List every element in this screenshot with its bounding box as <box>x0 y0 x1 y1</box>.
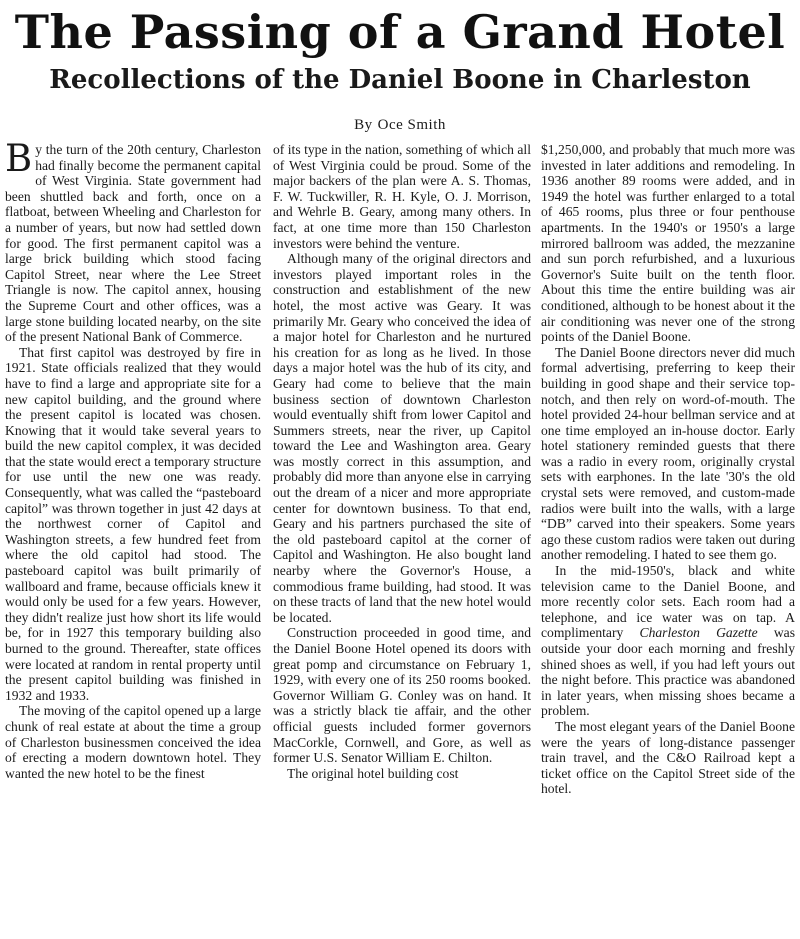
paragraph-9: The most elegant years of the Daniel Boone were the years of long-distance passenger train travel, and the C&O Railroad kept a ticket office on the Capitol Street side of the hotel. <box>541 718 795 797</box>
paragraph-6-continued: $1,250,000, and probably that much more was invested in later additions and remodeling. In 1936 another 89 rooms were added, and in 1949 the hotel was further enlarged to a total of 465 rooms, plus three or four penthouse apartments. In the 1940's or 1950's a large mirrored ballroom was added, the mezzanine and sun porch refurbished, and a luxurious Governor's Suite built on the tenth floor. About this time the entire building was air conditioned, although to be honest about it the air conditioning was never one of the strong points of the Daniel Boone. <box>541 142 795 345</box>
column-1 <box>5 142 261 939</box>
paragraph-1-text: y the turn of the 20th century, Charleston had finally become the permanent capital of West Virginia. State government had been shuttled back and forth, once on a flatboat, between Wheeling and Charleston for a number of years, but now had settled down for good. The first permanent capitol was a large brick building which stood facing Capitol Street, near where the Lee Street Triangle is now. The capitol annex, housing the Supreme Court and other offices, was a large stone building located nearby, on the site of the present National Bank of Commerce. <box>5 142 261 345</box>
byline-prefix: By <box>354 117 373 133</box>
paragraph-2: That first capitol was destroyed by fire in 1921. State officials realized that they would have to find a large and appropriate site for a new capitol building, and the ground where the present capitol is located was chosen. Knowing that it would take several years to build the new capitol complex, it was decided that the state would erect a temporary structure for use until the new one was ready. Consequently, what was called the “pasteboard capitol” was thrown together in just 42 days at the northwest corner of Capitol and Washington streets, a few hundred feet from where the old capitol had stood. The pasteboard capitol was built primarily of wallboard and frame, because officials knew it would only be used for a few years. However, they didn't realize just how short its life would be, for in 1927 this temporary building also burned to the ground. Thereafter, state offices were located at random in rental property until the present capitol building was finished in 1932 and 1933. <box>5 344 261 703</box>
drop-cap: B <box>5 142 33 180</box>
column-3 <box>541 142 795 939</box>
article-title: The Passing of a Grand Hotel <box>14 5 786 59</box>
newspaper-name: Charleston Gazette <box>639 625 758 641</box>
paragraph-5: Construction proceeded in good time, and the Daniel Boone Hotel opened its doors with great pomp and circumstance on February 1, 1929, with every one of its 250 rooms booked. Governor William G. Conley was on hand. It was a strictly black tie affair, and the other official guests included former governors MacCorkle, Cornwell, and Gore, as well as former U.S. Senator William E. Chilton. <box>273 625 531 766</box>
paragraph-3: The moving of the capitol opened up a large chunk of real estate at about the time a group of Charleston businessmen conceived the idea of erecting a modern downtown hotel. They wanted the new hotel to be the finest <box>5 703 261 781</box>
byline <box>0 114 800 136</box>
article-subtitle: Recollections of the Daniel Boone in Charleston <box>49 65 751 95</box>
paragraph-6: The original hotel building cost <box>287 765 459 781</box>
author-name: Oce Smith <box>377 117 446 133</box>
paragraph-8 <box>541 563 795 719</box>
paragraph-1 <box>5 142 261 345</box>
paragraph-8-text-b: was outside your door each morning and freshly shined shoes as well, if you had left yours out the night before. This practice was abandoned in later years, when missing shoes became a problem. <box>541 625 795 719</box>
paragraph-3-continued: of its type in the nation, something of which all of West Virginia could be proud. Some of the major backers of the plan were A. S. Thomas, F. W. Tuckwiller, R. H. Kyle, O. J. Morrison, and Wehrle B. Geary, among many others. In fact, at one time more than 150 Charleston investors were behind the venture. <box>273 142 531 251</box>
paragraph-8-text-a: In the mid-1950's, black and white television came to the Daniel Boone, and more recently color sets. Each room had a telephone, and ice water was on tap. A complimentary <box>541 563 795 641</box>
paragraph-7: The Daniel Boone directors never did much formal advertising, preferring to keep their building in good shape and their service top-notch, and then rely on word-of-mouth. The hotel provided 24-hour bellman service and at one time employed an in-house doctor. Early hotel stationery reminded guests that there was a radio in every room, originally crystal sets with earphones. In the late '30's the old crystal sets were removed, and custom-made radios were built into the walls, with a large “DB” carved into their speakers. Some years ago these custom radios were taken out during another remodeling. I hated to see them go. <box>541 344 795 563</box>
paragraph-4: Although many of the original directors and investors played important roles in the construction and establishment of the new hotel, the most active was Geary. It was primarily Mr. Geary who conceived the idea of a major hotel for Charleston and he nurtured his creation for as long as he lived. In those days a major hotel was the hub of its city, and Geary had come to believe that the main business section of downtown Charleston would eventually shift from lower Capitol and Summers streets, near the river, up Capitol toward the Lee and Washington area. Geary was mostly correct in this assumption, and probably did more than anyone else in carrying out the dream of a nicer and more appropriate center for downtown business. To that end, Geary and his partners purchased the site of the old pasteboard capitol at the corner of Capitol and Washington. He also bought land nearby where the Governor's House, a commodious frame building, had stood. It was on these tracts of land that the new hotel would be located. <box>273 251 531 625</box>
column-2 <box>273 142 531 939</box>
